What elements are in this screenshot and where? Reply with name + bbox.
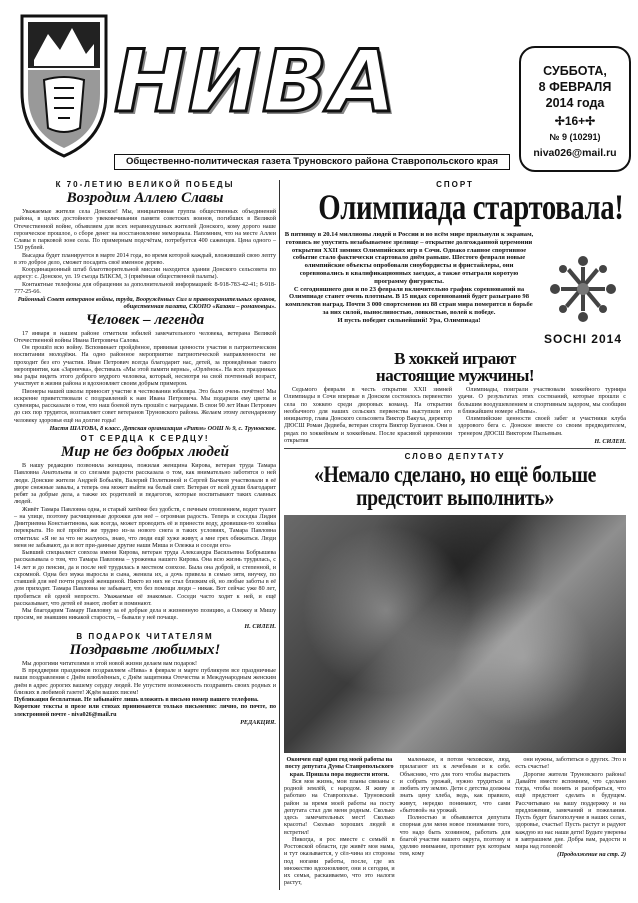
masthead [14,10,626,170]
newspaper-title: НИВА [114,32,399,132]
article-kind-signature: Н. СИЛЕН. [244,622,276,630]
deputy-p3: маленькое, я потом чеховское, люд, прилагают их к лечебным и к себе. Объясняю, что для того чтобы вырастить и собрать урожай, нужно трудиться и любить эту землю. Дети с детства должны знать цену хлеба, ведь, как правило, живут, нередко понимают, что сами «бытовой» на урожай. [399,757,511,814]
article-legend-p2: Он прошёл всю войну. Вспоминает пройдённое, прививая ценности участия в патриотическом воспитании молодёжи. На одно районное мероприятие патриотической направленности не проходит без его участия. Иван Петрович всегда благодарит нас, детей, за проведённые такого мероприятия, как «Зарничка», фестиваль «Мы этой памяти верны», «Орлёнок». На всех праздниках мы рады видеть этого доброго мудрого человека, который, несмотря на свой почтенный возраст, участвует в жизни района и вдохновляет своим добрым примером. [14,345,276,388]
newspaper-title-block [114,34,514,130]
deputy-p5: они нужны, заботиться о других. Это и есть счастье! [515,757,627,771]
article-congrats-p3: Публикация бесплатная. Не забывайте лишь вложить в письмо номер вашего телефона. [14,697,259,704]
article-kind-p1: В нашу редакцию позвонила женщина, пожилая женщина Кирова, ветеран труда Тамара Павловна Анатольева и со слезами радости рассказала о том, как внимательно заботятся о ней люди. Донские жители Андрей Бобылёв, Валерий Поляткиной и Сергей Бычков участвовали в её дворе снежные завалы, а теперь она может выйти на белый свет. Ветеран от всей души благодарит ребят за добрые дела, а также их родителей и педагогов, которые воспитывают таких славных людей. [14,463,276,506]
headline-olympics [284,189,626,229]
snowflake-icon [545,251,621,327]
rubric-sport: СПОРТ [436,180,474,189]
article-kind-p4: Мы благодарим Тамару Павловну за её добрые дела и жизненную позицию, а Олежку и Мишу просим, не знавшим никакой старости, – бывали у неё почаще. [14,608,276,622]
headline-kind-people: Мир не без добрых людей [61,444,229,461]
hockey-signature: Н. СИЛЕН. [594,437,626,445]
headline-hockey-line1: В хоккей играют [394,349,516,368]
hockey-p1: Седьмого февраля в честь открытия XXII зимней Олимпиады в Сочи впервые в Донском состоялось первенство села по хоккею среди дворовых команд. На открытии необычного для наших сельских первенства выступили его инициатор, глава Донского сельсовета Виктор Вакуха, директор ДЮСШ Роман Дедвеба, ветеран спорта Виктор Булганов. Они в рядах по хоккейным и хоккейным. После красивой церемонии открытия [284,387,452,444]
headline-alley: Возродим Аллею Славы [66,190,224,206]
rubric-heart: ОТ СЕРДЦА К СЕРДЦУ! [80,434,210,444]
rubric-victory: К 70-ЛЕТИЮ ВЕЛИКОЙ ПОБЕДЫ [55,180,235,189]
headline-deputy [284,463,626,509]
headline-hockey-line2: настоящие мужчины! [375,366,535,385]
issue-date-box [519,46,631,172]
issue-email: niva026@mail.ru [533,147,617,159]
deputy-photo [284,515,626,753]
olympics-lead-2: С сегодняшнего дня и по 23 февраля включительно график соревнований на Олимпиаде станет очень плотным. В 15 видах соревнований будет разыграно 98 комплектов наград. Почти 3 000 спортсменов из 88 стран мира померятся в борьбе за них силой, выносливостью, ловкостью, волей к победе. [285,285,533,316]
section-divider [284,448,626,449]
deputy-p1: Вся моя жизнь, мои планы связаны с родной землёй, с народом. Я живу и работаю на Ставрополье. Труновский район за время моей работы на посту депутата стал для меня родным. Сколько здесь замечательных мест! Сколько красоты! Сколько хороших людей я встретил! [284,778,395,836]
headline-deputy-line1: «Немало сделано, но ещё больше [314,462,596,488]
sochi-label: SOCHI 2014 [543,332,623,346]
headline-deputy-line2: предстоит выполнить» [356,485,554,511]
olympics-lead-1: В пятницу в 20.14 миллионы людей в России и во всём мире прильнули к экранам, готовясь не упустить незабываемое зрелище – открытие долгожданной церемонии открытия XXII зимних Олимпийских игр в Сочи. Однако главное спортивное событие стало фактически стартовало днём раньше. Шестого февраля новые олимпийские объекты опробовали сноубордисты и фристайлеры, они соревновались в квалификационных заездах, а также отыграли коротую программу фигуристы. [284,231,534,285]
hockey-p3: Олимпийские ценности своей забег и участники клуба здорового бега с. Донское вместе со своим предводителем, тренером ДЮСШ Виктором Пыльевым. [458,416,626,437]
article-kind-p2: Живёт Тамара Павловна одна, и старый хатёнке без удобств, с печным отоплением, водит туалет – на улице, поэтому расчищенные дорожки для неё – огромная радость. Теперь и соседка Лидия Дмитриевна Константинова, как всегда, может проводить её и принести воду, дровишки-то хозяйка перекрыта. Но всё пройти же трудно из-за нового снега в таких условиях, Тамара Павловна отметила: «Я не за что не жалуюсь, знаю, что люди ещё хуже живут, а мне грех обижаться. Люди меня не забывают, да и вот при-данные другие наши Миша и Олежка и соседи его» [14,506,276,549]
deputy-p4: Полностью и объявляется депутата спорная для меня новое понимание того, что надо быть хозяином, работать для благой участие нашего округа, поэтому и уделяю внимание, противит рук которым тем, кому [399,815,511,858]
headline-legend: Человек – легенда [85,311,205,328]
left-column [14,180,276,890]
issue-year: 2014 года [545,96,605,110]
deputy-p6: Дорогие жители Труновского района! Давайте вместе вспомним, что сделано тогда, чтобы понять и разобраться, что ещё предстоит сделать в будущем. Рассчитываю на вашу поддержку и на предложения, замечаний и пожелания. Пусть будет благополучие в наших селах, здоровье, счастье! Пусть растут и радуют каждую из нас наши дети! Будьте уверены в завтрашнем дне. Добра вам, радости и мира над головой! [515,771,627,851]
article-alley-p3: Координационный штаб благотворительной миссии находится здании Донского сельсовета по адресу: с. Донское, ул. 19 съезда ВЛКСМ, 3 (приёмная общественной палаты). [14,267,276,281]
article-legend-p1: 17 января в нашем районе отметили юбилей замечательного человека, ветерана Великой Отечественной войны Ивана Петровича Салова. [14,330,276,344]
age-rating: ✢16+✢ [554,114,596,128]
headline-olympics-text: Олимпиада стартовала! [318,189,624,227]
article-congrats-signature: РЕДАКЦИЯ. [240,718,276,726]
issue-number: № 9 (10291) [549,132,601,142]
article-alley-p2: Высадка будет планируется в марте 2014 года, во время которой каждый, вложивший свою лепту в это доброе дело, сможет посадить своё именное дерево. [14,252,276,266]
coat-of-arms-icon [14,10,114,160]
newspaper-subtitle: Общественно-политическая газета Труновского района Ставропольского края [114,154,510,170]
issue-day-month: 8 ФЕВРАЛЯ [538,80,612,94]
headline-congratulate: Поздравьте любимых! [69,641,221,658]
rubric-gift: В ПОДАРОК ЧИТАТЕЛЯМ [76,631,214,641]
article-legend-signature: Настя ШАТОВА, 8 класс. Детская организация «Ритм» ООШ № 9, с. Труновское. [49,424,276,432]
sochi-logo [540,231,626,346]
article-alley-p1: Уважаемые жители села Донское! Мы, инициативная группа общественных объединений района, в целях достойного увековечивания памяти советских воинов, погибших в Великой Отечественной войне, объявляем для всех неравнодушных жителей Донского, кому дорого наше героическое прошлое, о сборе денег на восстановление мемориала. Напомним, что на месте Аллеи Славы в парковой зоне села. По примерным подсчётам, потребуется 400 саженцев. Цена одного – 150 рублей. [14,209,276,252]
article-alley-p4: Контактные телефоны для обращения за дополнительной информацией: 8-918-783-42-41; 8-918-777-25-66. [14,281,276,295]
article-congrats-p1: Мы дорогими читателями в этой новой жизни делаем вам подарок! [22,660,198,667]
article-kind-p3: Бывший специалист совхоза имени Кирова, ветеран труда Александра Васильевна Бобрышева рассказывала о том, что Тамара Павловна – уроженка нашего Кирова. Она всю жизнь трудилась, с 14 лет и до пенсии, да и после неё трудилась в местном совхозе. Была она доброй, и степенной, и скромной. Одна без мужа выросла и сына, женила их, а дочь привела в семью зятя, внучку, по ставшей для неё почти родной женщиной. Никто из них не стал близким ей, но любые заботы в её дом приходят. Тамара Павловна не забывает, что без помощи люди – никак. Вот сейчас уже 80 лет, пробиться ей одной непросто. Уважаемые её знакомые. Соседи часто ходят к ней, и ещё рассказывает, что детей её знают, любят и поминают. [14,550,276,607]
article-legend-p3: Пионеры нашей школы приносят участие в чествовании юбиляра. Это было очень почётно! Мы искренне приветствовали с поздравлений к нам Ивана Петровича. Мы подарили ему цветы и сувениры, рассказали о том, что наш боевой путь прошёл с наградами. В свои 90 лет Иван Петрович до сих пор трудится, возглавляет совет ветеранов Труновского района. Желаем этому легендарному человеку здоровья ещё на долгие годы! [14,388,276,424]
deputy-p2: Никогда, я рос вместе с семьёй в Ростовской области, где живёт моя мама, и тут оказывается, у сёл-чина из стороны под ногами работы, после, где их множество вдохновляют, они и сегодня, и их семья, раскаиваемо, что это налоги растут, [284,836,395,887]
article-congrats-p2: В преддверии праздников поздравляем «Нива» в феврале и марте публикуем все праздничные ваши поздравления с Днём влюблённых, с Днём защитника Отечества и Международным женским днём в адрес дорогих вашему сердцу людей. Не упустите возможность поздравить своих родных и близких в любимой газете! Ждём ваших писем! [14,668,276,696]
issue-weekday: СУББОТА, [543,64,607,78]
headline-hockey [284,350,626,384]
olympics-lead-3: И пусть победит сильнейший! Ура, Олимпиада! [337,316,481,324]
article-congrats-p4: Короткие тексты в прозе или стихах принимаются только письменно: лично, по почте, по электронной почте - niva026@mail.ru [14,704,276,718]
rubric-deputy: СЛОВО ДЕПУТАТУ [404,452,506,462]
article-alley-signature: Районный Совет ветеранов войны, труда, Вооружённых Сил и правоохранительных органов, общественная палата, СКОПО «Казаки – романовцы». [17,296,276,311]
column-divider [279,180,280,890]
deputy-lead: Окончен ещё один год моей работы на посту депутата Думы Ставропольского края. Пришла пора подвести итоги. [285,757,394,778]
hockey-p2: Олимпиады, поиграли участвовали хоккейного турнира удачи. О результатах этих состязаний, которые прошли с большим воодушевлением и спортивным задором, мы сообщим в ближайшем номере «Нивы». [458,387,626,415]
right-column [284,180,626,890]
continued-link[interactable]: (Продолжение на стр. 2) [557,851,627,859]
